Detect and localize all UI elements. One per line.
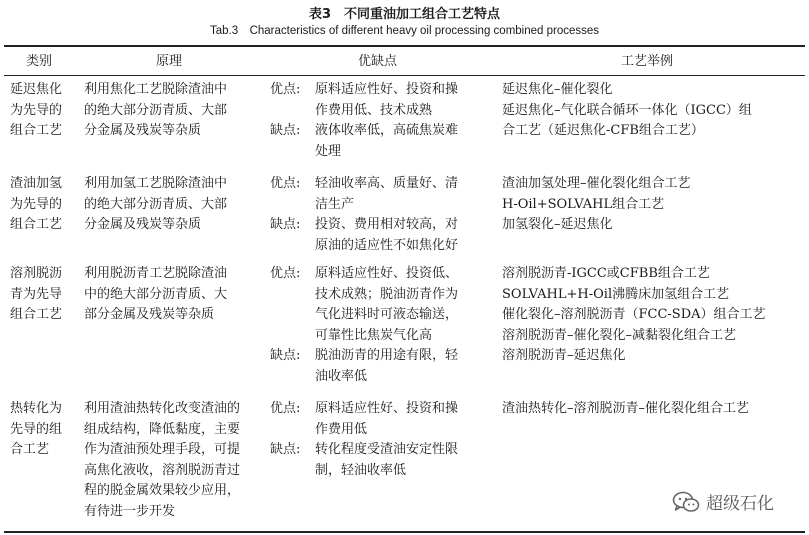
examples-cell: 延迟焦化–催化裂化 延迟焦化–气化联合循环一体化（IGCC）组 合工艺（延迟焦化-CFB组合工艺） <box>502 82 752 138</box>
category-cell: 延迟焦化 为先导的 组合工艺 <box>10 82 63 138</box>
category-cell: 渣油加氢 为先导的 组合工艺 <box>10 176 63 232</box>
header-principle: 原理 <box>156 54 183 69</box>
watermark-text: 超级石化 <box>706 494 774 514</box>
wechat-icon <box>672 490 700 514</box>
pros-cons-cell: 原料适应性好、投资和操 作费用低、技术成熟 液体收率低，高硫焦炭难 处理 <box>315 82 459 159</box>
top-rule <box>4 45 805 47</box>
pros-cons-labels: 优点: 缺点: <box>270 401 301 457</box>
category-cell: 热转化为 先导的组 合工艺 <box>10 401 63 457</box>
principle-cell: 利用渣油热转化改变渣油的 组成结构，降低黏度，主要 作为渣油预处理手段，可提 高焦化液收，溶剂脱沥青过 程的脱金属效果较少应用， 有待进一步开发 <box>84 401 241 519</box>
examples-cell: 渣油加氢处理–催化裂化组合工艺 H-Oil+SOLVAHL组合工艺 加氢裂化–延迟焦化 <box>502 176 691 232</box>
pros-cons-labels: 优点: 缺点: <box>270 176 301 232</box>
table-caption-cn: 表3 不同重油加工组合工艺特点 <box>308 7 501 22</box>
category-cell: 溶剂脱沥 青为先导 组合工艺 <box>10 266 63 322</box>
pros-cons-labels: 优点: 缺点: <box>270 266 301 363</box>
principle-cell: 利用焦化工艺脱除渣油中 的绝大部分沥青质、大部 分金属及残炭等杂质 <box>84 82 228 138</box>
examples-cell: 渣油热转化–溶剂脱沥青–催化裂化组合工艺 <box>502 401 750 416</box>
examples-cell: 溶剂脱沥青-IGCC或CFBB组合工艺 SOLVAHL+H-Oil沸腾床加氢组合工艺 催化裂化–溶剂脱沥青（FCC-SDA）组合工艺 溶剂脱沥青–催化裂化–减黏裂化组合工艺 溶剂脱沥青–延迟焦化 <box>502 266 766 363</box>
header-examples: 工艺举例 <box>621 54 674 69</box>
bottom-rule <box>4 531 805 533</box>
pros-cons-cell: 原料适应性好、投资低、 技术成熟；脱油沥青作为 气化进料时可液态输送， 可靠性比焦炭气化高 脱油沥青的用途有限，轻 油收率低 <box>315 266 459 384</box>
header-pros-cons: 优缺点 <box>358 54 398 69</box>
watermark <box>672 489 774 514</box>
pros-cons-cell: 原料适应性好、投资和操 作费用低 转化程度受渣油安定性限 制，轻油收率低 <box>315 401 459 478</box>
principle-cell: 利用脱沥青工艺脱除渣油 中的绝大部分沥青质、大 部分金属及残炭等杂质 <box>84 266 228 322</box>
header-rule <box>4 75 805 76</box>
pros-cons-cell: 轻油收率高、质量好、清 洁生产 投资、费用相对较高，对 原油的适应性不如焦化好 <box>315 176 459 253</box>
table-caption-en: Tab.3 Characteristics of different heavy oil processing combined processes <box>209 25 600 37</box>
pros-cons-labels: 优点: 缺点: <box>270 82 301 138</box>
header-category: 类别 <box>26 54 53 69</box>
principle-cell: 利用加氢工艺脱除渣油中 的绝大部分沥青质、大部 分金属及残炭等杂质 <box>84 176 228 232</box>
